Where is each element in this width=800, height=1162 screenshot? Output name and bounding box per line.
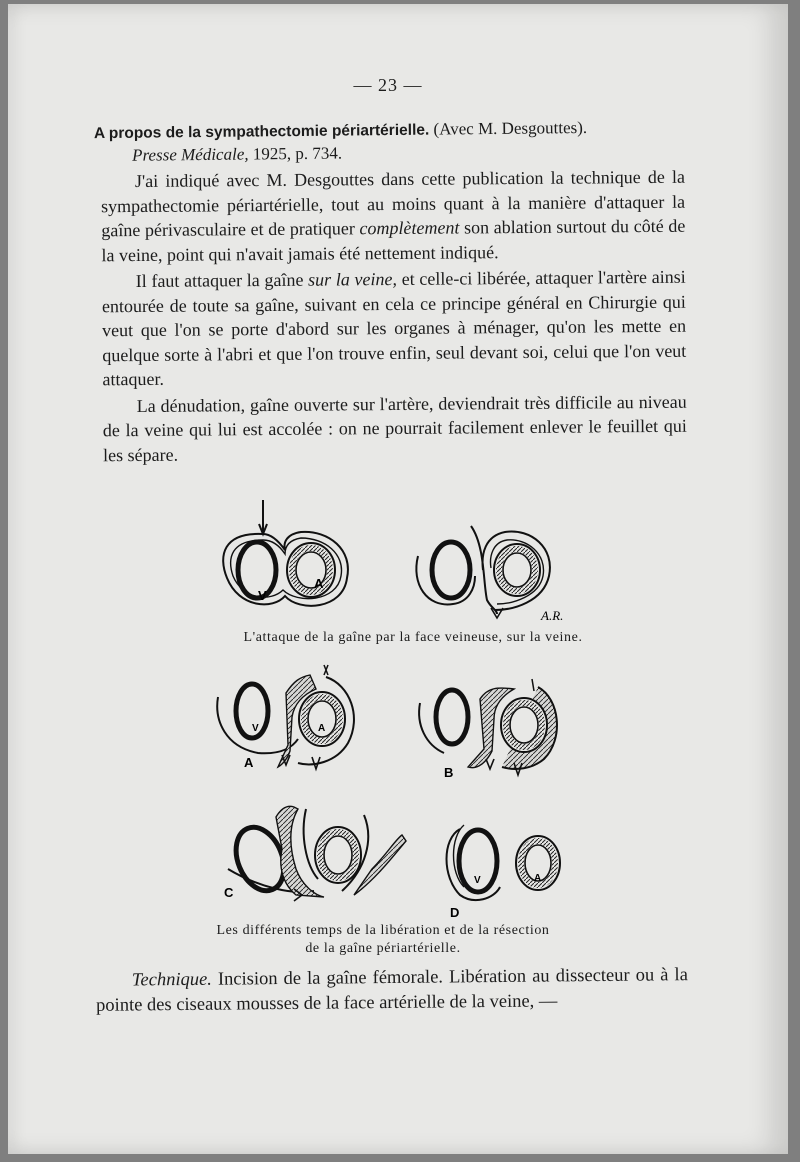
- bibliographic-entry: [94, 116, 694, 167]
- panel-a-diagram: [217, 665, 354, 769]
- figure-2-caption-line-2: de la gaîne périartérielle.: [305, 941, 461, 956]
- panel-b-diagram: [419, 679, 557, 775]
- technique-text: Incision de la gaîne fémorale. Libération au dissecteur ou à la pointe des ciseaux mousses de la face artérielle de la veine, —: [96, 965, 688, 1016]
- figure-1-diagram: [213, 496, 613, 626]
- book-page: [8, 4, 788, 1154]
- panel-d-label: D: [450, 905, 460, 920]
- entry-citation: [94, 139, 694, 167]
- paragraph-1: [101, 165, 686, 268]
- paragraph-2: [102, 265, 687, 392]
- figure-2-caption: [158, 922, 608, 958]
- entry-reference: 1925, p. 734.: [252, 143, 343, 164]
- entry-journal: Presse Médicale,: [132, 144, 249, 165]
- paragraph-2-emphasis: sur la veine,: [308, 268, 398, 290]
- paragraph-1-emphasis: complètement: [359, 217, 460, 239]
- entry-coauthor: (Avec M. Desgouttes).: [433, 117, 588, 139]
- panel-a-label-a: A: [318, 723, 326, 734]
- panel-d-diagram: [447, 825, 561, 900]
- paragraph-3-text: La dénudation, gaîne ouverte sur l'artère, deviendrait très difficile au niveau de la veine qui lui est accolée : on ne pourrait facilement enlever le feuillet qui les sépare.: [102, 391, 687, 465]
- panel-d-label-a: A: [534, 873, 542, 884]
- diagram-sheath-opened-on-vein: [416, 526, 550, 618]
- figure-1-label-a: A: [314, 576, 324, 591]
- figure-1-label-v: V: [258, 588, 267, 603]
- panel-c-diagram: [227, 806, 406, 901]
- technique-heading: Technique.: [131, 969, 212, 991]
- panel-a-label-v: V: [252, 723, 259, 734]
- panel-b-label: B: [444, 765, 454, 780]
- paragraph-2-text-end: et celle-ci libérée, attaquer l'artère ainsi entourée de toute sa gaîne, suivant en cela ce principe général en Chirurgie qui veut que l'on se porte d'abord sur les organes à ménager, qu'on les mette en quelque sorte à l'abri et que l'on trouve enfin, seul devant soi, celui que l'on veut attaquer.: [101, 266, 687, 390]
- figure-2-diagram: [198, 659, 598, 921]
- entry-title: A propos de la sympathectomie périartérielle.: [93, 121, 430, 143]
- figure-2-caption-line-1: Les différents temps de la libération et de la résection: [216, 923, 550, 938]
- paragraph-1-text-end: son ablation surtout du côté de la veine, point qui n'avait jamais été nettement indiqué.: [101, 215, 686, 265]
- figure-1-caption: L'attaque de la gaîne par la face veineuse, sur la veine.: [243, 630, 583, 645]
- panel-a-label: A: [244, 755, 254, 770]
- paragraph-3: [103, 389, 688, 467]
- panel-d-label-v: V: [474, 875, 481, 886]
- paragraph-1-text: J'ai indiqué avec M. Desgouttes dans cette publication la technique de la sympathectomie périartérielle, tout au moins quant à la manière d'attaquer la gaîne périvasculaire et de pratiquer: [101, 166, 686, 241]
- paragraph-2-text: Il faut attaquer la gaîne: [135, 269, 309, 292]
- diagram-sheath-intact: [223, 500, 348, 606]
- technique-paragraph: [96, 963, 688, 1019]
- body-text: [101, 165, 687, 470]
- panel-c-label: C: [224, 885, 234, 900]
- page-number: — 23 —: [353, 75, 423, 95]
- illustrator-signature: A.R.: [541, 608, 564, 623]
